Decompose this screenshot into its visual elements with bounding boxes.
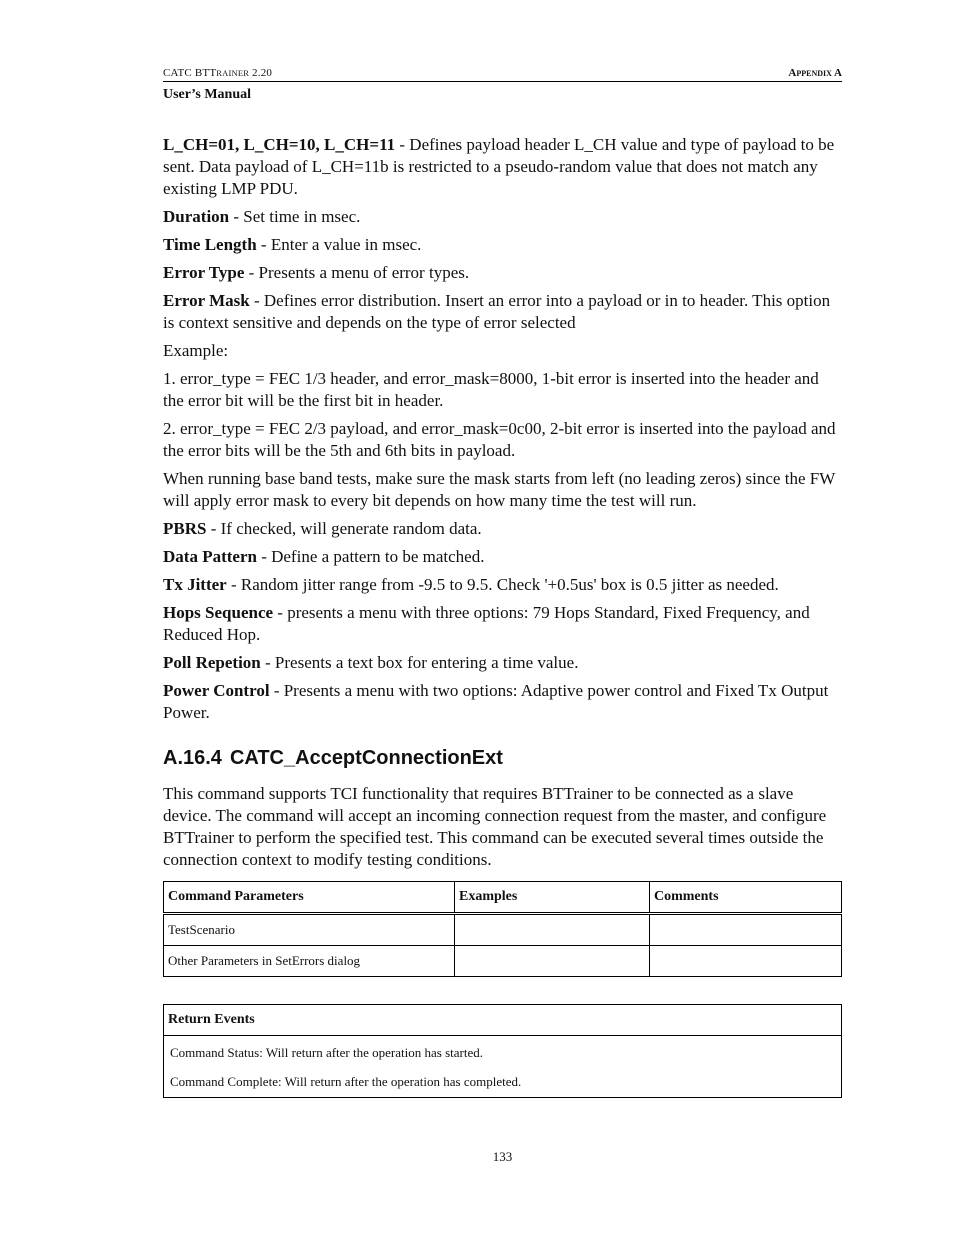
table-cell: Other Parameters in SetErrors dialog: [164, 946, 455, 977]
table-row: [164, 914, 842, 946]
definition-duration: Duration - Set time in msec.: [163, 207, 361, 226]
mask-note: When running base band tests, make sure the mask starts from left (no leading zeros) since the FW will apply error mask to every bit depends on how many time the test will run.: [163, 469, 835, 510]
table-cell: [650, 946, 842, 977]
definition-lch: L_CH=01, L_CH=10, L_CH=11 - Defines payload header L_CH value and type of payload to be sent. Data payload of L_CH=11b is restricted to a pseudo-random value that does not match any existing LMP PDU.: [163, 135, 835, 198]
column-header: Examples: [455, 882, 650, 914]
example-label: Example:: [163, 341, 229, 360]
definition-hops-sequence: Hops Sequence - presents a menu with three options: 79 Hops Standard, Fixed Frequency, and Reduced Hop.: [163, 603, 810, 644]
definition-error-mask: Error Mask - Defines error distribution. Insert an error into a payload or in to header. This option is context sensitive and depends on the type of error selected: [163, 291, 831, 332]
table-cell: [455, 946, 650, 977]
column-header: Command Parameters: [164, 882, 455, 914]
definition-power-control: Power Control - Presents a menu with two options: Adaptive power control and Fixed Tx Output Power.: [163, 681, 829, 722]
return-events-header: Return Events: [164, 1005, 841, 1036]
table-cell: [650, 914, 842, 946]
table-header-row: [164, 882, 842, 914]
example-2: 2. error_type = FEC 2/3 payload, and error_mask=0c00, 2-bit error is inserted into the payload and the error bits will be the 5th and 6th bits in payload.: [163, 419, 836, 460]
definition-poll-repetion: Poll Repetion - Presents a text box for entering a time value.: [163, 653, 579, 672]
command-parameters-table: [163, 881, 842, 977]
column-header: Comments: [650, 882, 842, 914]
list-item: Command Complete: Will return after the operation has completed.: [170, 1074, 522, 1089]
section-heading: A.16.4 CATC_AcceptConnectionExt: [163, 747, 503, 769]
manual-label: User’s Manual: [163, 87, 252, 102]
page-number: 133: [492, 1149, 513, 1164]
appendix-label: Appendix A: [788, 67, 842, 79]
table-cell: [455, 914, 650, 946]
definition-data-pattern: Data Pattern - Define a pattern to be matched.: [163, 547, 485, 566]
list-item: Command Status: Will return after the operation has started.: [170, 1045, 483, 1060]
definition-error-type: Error Type - Presents a menu of error types.: [163, 263, 470, 282]
body-content: [163, 134, 842, 1098]
definition-pbrs: PBRS - If checked, will generate random data.: [163, 519, 482, 538]
section-intro: This command supports TCI functionality that requires BTTrainer to be connected as a slave device. The command will accept an incoming connection request from the master, and configure BTTrainer to perform the specified test. This command can be executed several times outside the connection context to modify testing conditions.: [163, 784, 827, 869]
product-name: CATC BTTRAINER 2.20: [163, 67, 273, 79]
return-events-table: [163, 1004, 842, 1098]
running-header: [163, 67, 842, 103]
definition-time-length: Time Length - Enter a value in msec.: [163, 235, 422, 254]
table-row: [164, 946, 842, 977]
table-cell: TestScenario: [164, 914, 455, 946]
return-events-body: [164, 1036, 841, 1097]
definition-tx-jitter: Tx Jitter - Random jitter range from -9.5 to 9.5. Check '+0.5us' box is 0.5 jitter as needed.: [163, 575, 779, 594]
example-1: 1. error_type = FEC 1/3 header, and error_mask=8000, 1-bit error is inserted into the header and the error bit will be the first bit in header.: [163, 369, 819, 410]
